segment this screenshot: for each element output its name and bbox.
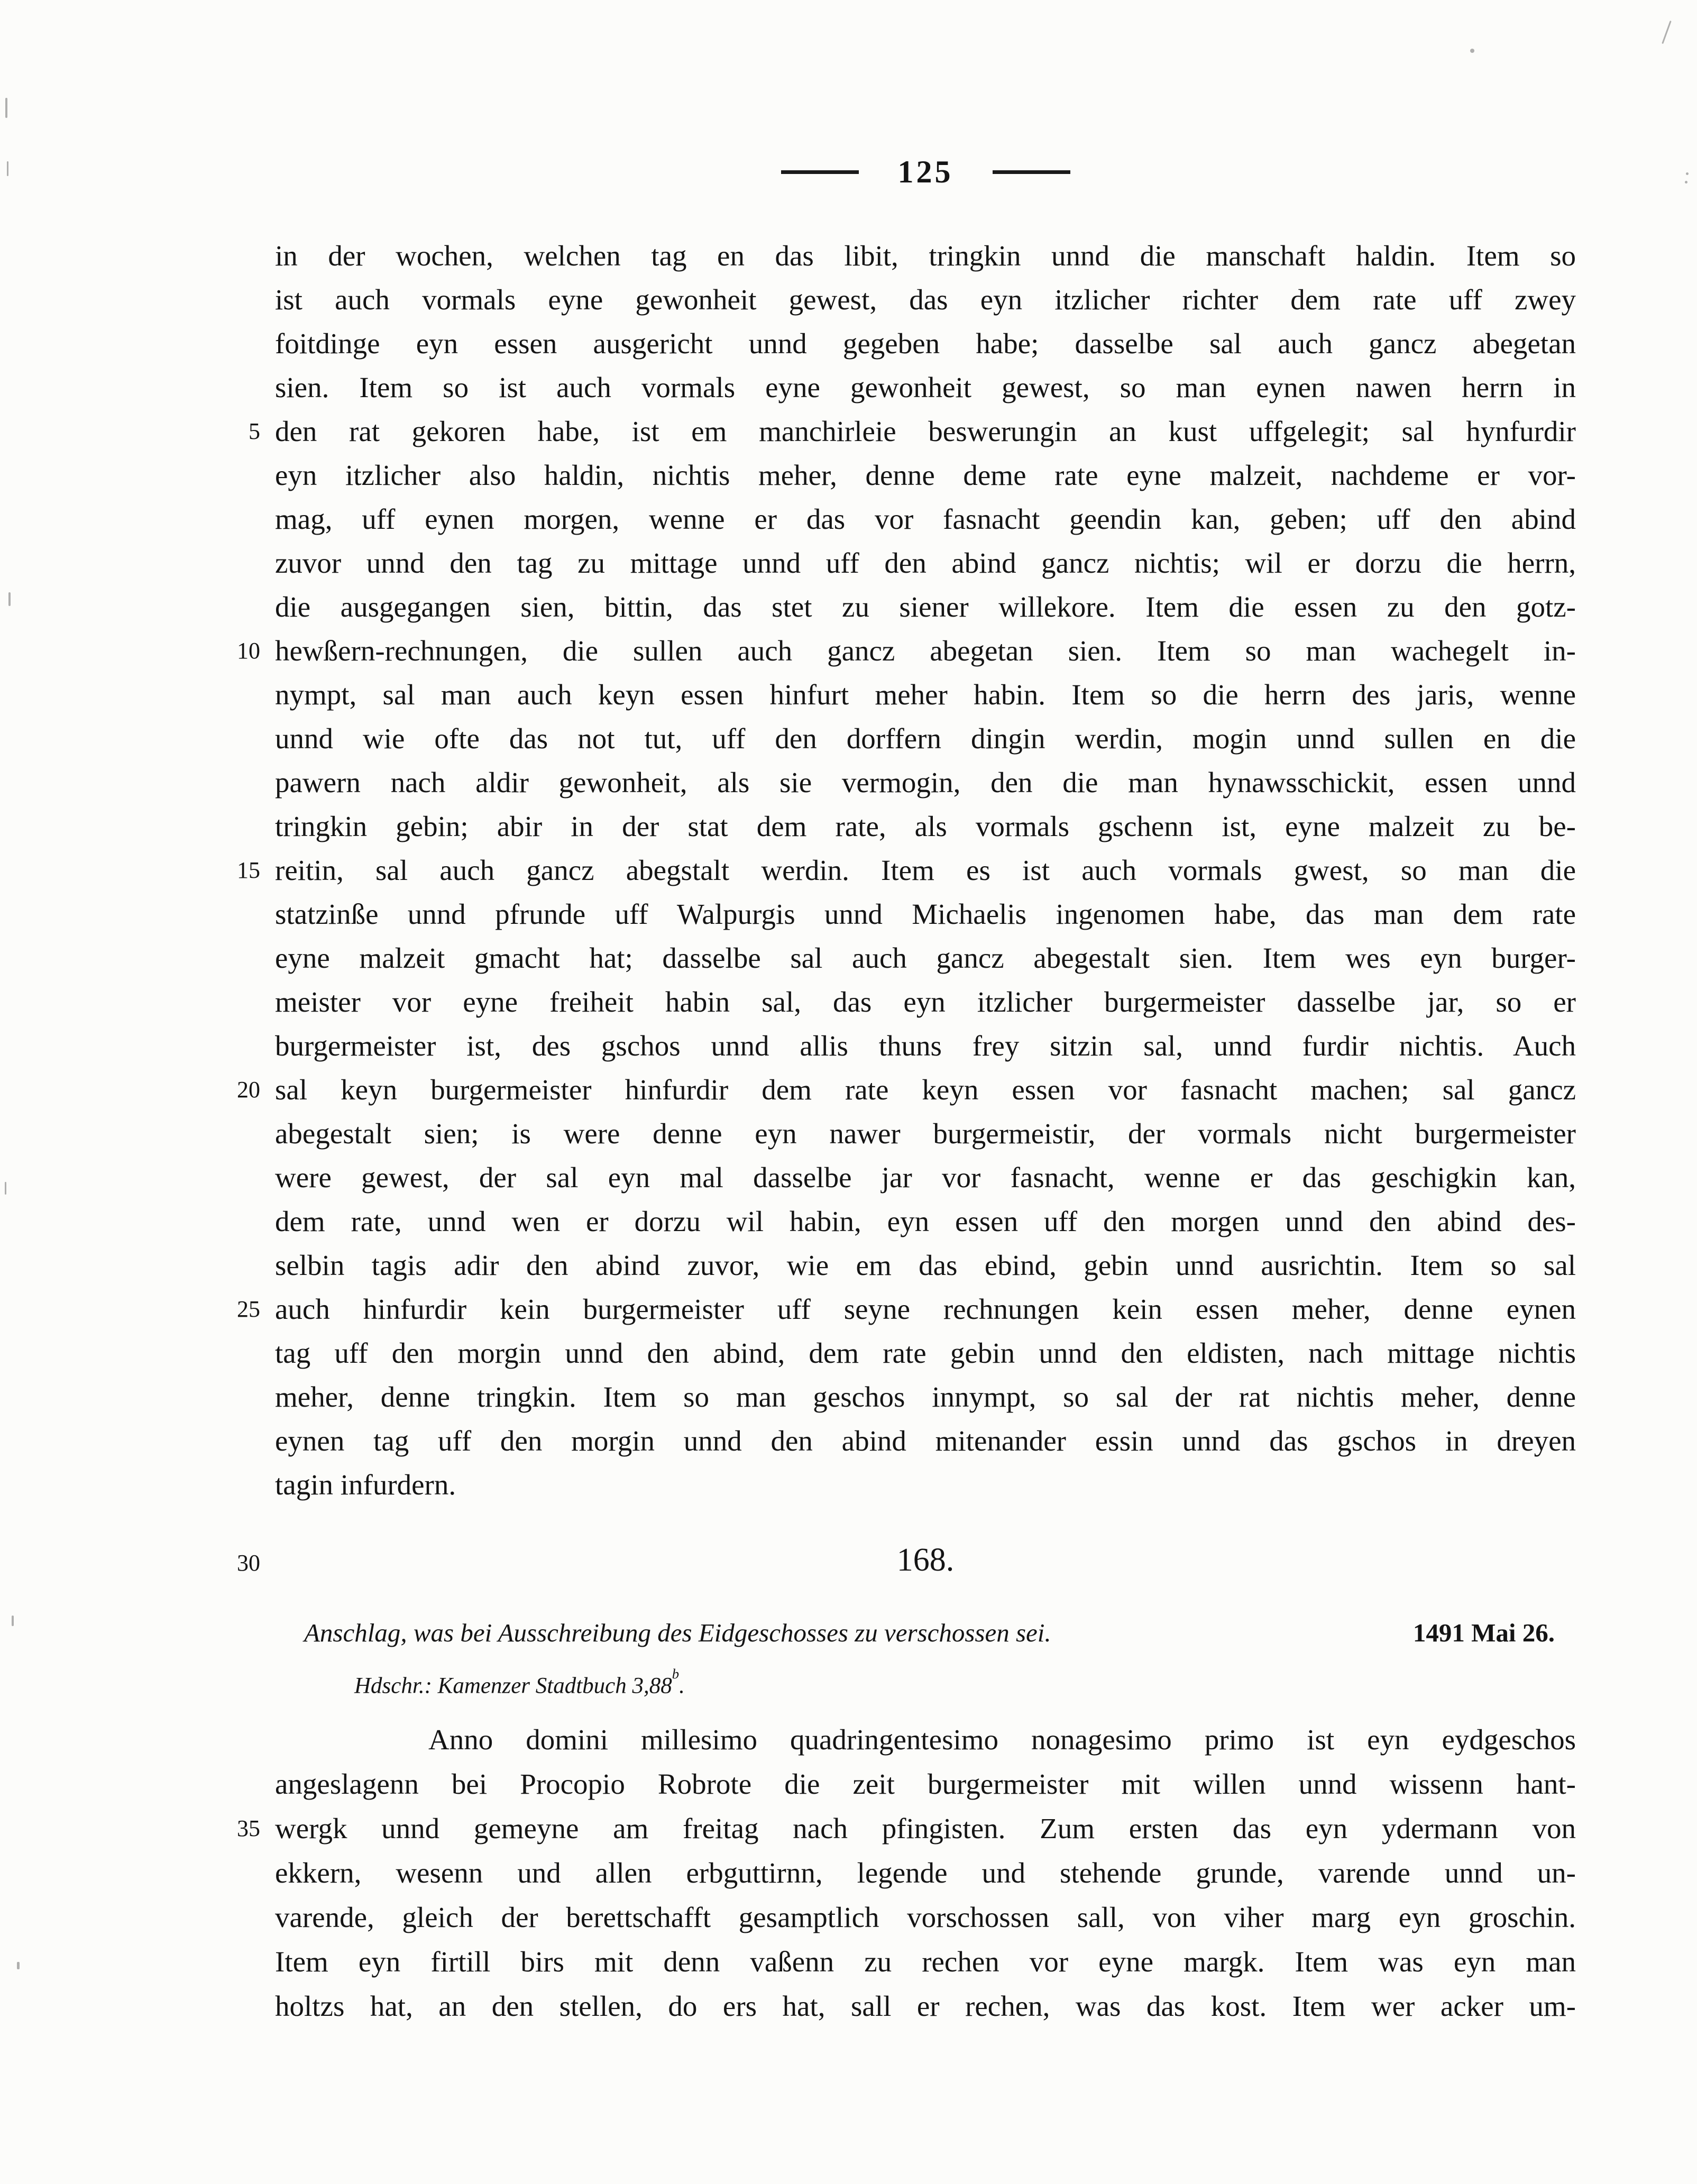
line-text: ekkern, wesenn und allen erbguttirnn, legende und stehende grunde, varende unnd un- <box>275 1857 1576 1889</box>
text-line <box>275 1718 1576 1762</box>
text-line <box>275 673 1576 717</box>
source-text-end: . <box>679 1673 685 1699</box>
line-text: tringkin gebin; abir in der stat dem rate, als vormals gschenn ist, eyne malzeit zu be- <box>275 810 1576 842</box>
text-line <box>275 717 1576 760</box>
line-text: ist auch vormals eyne gewonheit gewest, das eyn itzlicher richter dem rate uff zwey <box>275 283 1576 316</box>
text-line <box>275 980 1576 1024</box>
text-line <box>237 1068 1576 1112</box>
line-text: auch hinfurdir kein burgermeister uff seyne rechnungen kein essen meher, denne eynen <box>275 1293 1576 1325</box>
line-text: unnd wie ofte das not tut, uff den dorffern dingin werdin, mogin unnd sullen en die <box>275 722 1576 755</box>
entry-title: Anschlag, was bei Ausschreibung des Eidgeschosses zu verschossen sei. <box>304 1618 1051 1647</box>
line-text: tagin infurdern. <box>275 1469 456 1501</box>
margin-line-number: 30 <box>237 1550 260 1576</box>
entry-date: 1491 Mai 26. <box>1412 1618 1555 1647</box>
text-line <box>275 1331 1576 1375</box>
text-line <box>275 234 1576 278</box>
line-text: reitin, sal auch gancz abegstalt werdin. Item es ist auch vormals gwest, so man die <box>275 854 1576 886</box>
scan-speck <box>1686 172 1689 175</box>
line-text: foitdinge eyn essen ausgericht unnd gegeben habe; dasselbe sal auch gancz abegetan <box>275 327 1576 360</box>
text-line <box>275 1155 1576 1199</box>
line-text: mag, uff eynen morgen, wenne er das vor fasnacht geendin kan, geben; uff den abind <box>275 503 1576 535</box>
margin-line-number: 35 <box>237 1815 260 1841</box>
line-text: were gewest, der sal eyn mal dasselbe jar vor fasnacht, wenne er das geschigkin kan, <box>275 1161 1576 1194</box>
line-text: zuvor unnd den tag zu mittage unnd uff den abind gancz nichtis; wil er dorzu die herrn, <box>275 547 1576 579</box>
line-text: meher, denne tringkin. Item so man geschos innympt, so sal der rat nichtis meher, denne <box>275 1381 1576 1413</box>
entry-168-title-row <box>275 1612 1576 1654</box>
line-text: selbin tagis adir den abind zuvor, wie em das ebind, gebin unnd ausrichtin. Item so sal <box>275 1249 1576 1281</box>
line-text: statzinße unnd pfrunde uff Walpurgis unnd Michaelis ingenomen habe, das man dem rate <box>275 898 1576 930</box>
scan-speck <box>7 161 8 176</box>
line-text: burgermeister ist, des gschos unnd allis thuns frey sitzin sal, unnd furdir nichtis. Auch <box>275 1030 1576 1062</box>
margin-line-number: 15 <box>237 857 260 883</box>
text-line <box>275 1419 1576 1463</box>
margin-line-number: 20 <box>237 1077 260 1103</box>
source-folio-superscript: b <box>672 1666 680 1682</box>
scan-speck <box>1685 181 1687 183</box>
text-line <box>275 1243 1576 1287</box>
text-line <box>275 1375 1576 1419</box>
line-text: dem rate, unnd wen er dorzu wil habin, eyn essen uff den morgen unnd den abind des- <box>275 1205 1576 1237</box>
text-line <box>275 892 1576 936</box>
line-text: sien. Item so ist auch vormals eyne gewonheit gewest, so man eynen nawen herrn in <box>275 371 1576 403</box>
text-line <box>275 760 1576 804</box>
margin-line-number: 5 <box>249 418 260 444</box>
text-line <box>275 365 1576 409</box>
margin-line-number: 10 <box>237 638 260 664</box>
scan-speck <box>1470 49 1474 53</box>
text-line <box>249 409 1576 453</box>
text-line <box>275 1895 1576 1940</box>
text-line <box>237 1287 1576 1331</box>
page-number-row <box>275 152 1576 191</box>
line-text: den rat gekoren habe, ist em manchirleie beswerungin an kust uffgelegit; sal hynfurdir <box>275 415 1576 447</box>
text-line <box>237 629 1576 673</box>
line-text: eynen tag uff den morgin unnd den abind mitenander essin unnd das gschos in dreyen <box>275 1425 1576 1457</box>
text-line <box>275 1851 1576 1895</box>
line-text: angeslagenn bei Procopio Robrote die zeit burgermeister mit willen unnd wissenn hant- <box>275 1768 1576 1800</box>
entry-number-heading: 168. <box>896 1542 955 1578</box>
text-line <box>275 1984 1576 2029</box>
line-text: meister vor eyne freiheit habin sal, das eyn itzlicher burgermeister dasselbe jar, so er <box>275 986 1576 1018</box>
source-text: Hdschr.: Kamenzer Stadtbuch 3,88 <box>354 1673 672 1699</box>
line-text: die ausgegangen sien, bittin, das stet zu siener willekore. Item die essen zu den gotz- <box>275 591 1576 623</box>
text-line <box>275 936 1576 980</box>
line-text: abegestalt sien; is were denne eyn nawer burgermeistir, der vormals nicht burgermeister <box>275 1117 1576 1150</box>
scan-speck <box>1662 21 1672 44</box>
line-text: wergk unnd gemeyne am freitag nach pfingisten. Zum ersten das eyn ydermann von <box>275 1812 1576 1845</box>
line-text: eyn itzlicher also haldin, nichtis meher, denne deme rate eyne malzeit, nachdeme er vor- <box>275 459 1576 491</box>
line-text: nympt, sal man auch keyn essen hinfurt meher habin. Item so die herrn des jaris, wenne <box>275 678 1576 711</box>
line-text: Anno domini millesimo quadringentesimo nonagesimo primo ist eyn eydgeschos <box>428 1723 1576 1756</box>
text-line <box>275 497 1576 541</box>
text-line <box>275 1940 1576 1984</box>
text-line <box>237 848 1576 892</box>
text-line <box>275 278 1576 322</box>
text-line <box>275 1463 1576 1507</box>
scan-speck <box>5 98 7 118</box>
text-line <box>275 804 1576 848</box>
scan-speck <box>17 1962 20 1969</box>
entry-168-paragraph <box>237 1718 1576 2029</box>
page-number: 125 <box>897 154 953 189</box>
text-line <box>275 541 1576 585</box>
scan-speck <box>12 1616 14 1626</box>
scan-speck <box>8 592 11 606</box>
text-line <box>275 1762 1576 1806</box>
scan-speck <box>5 1182 6 1195</box>
entry-source-line <box>275 1662 1576 1704</box>
line-text: varende, gleich der berettschafft gesamptlich vorschossen sall, von viher marg eyn groschin. <box>275 1901 1576 1933</box>
text-line <box>237 1806 1576 1851</box>
line-text: in der wochen, welchen tag en das libit, tringkin unnd die manschaft haldin. Item so <box>275 240 1576 272</box>
text-line <box>275 1112 1576 1155</box>
text-line <box>275 1199 1576 1243</box>
line-text: eyne malzeit gmacht hat; dasselbe sal auch gancz abegestalt sien. Item wes eyn burger- <box>275 942 1576 974</box>
page-number-left-rule <box>781 170 859 174</box>
entry-167-paragraph <box>237 234 1576 1507</box>
line-text: pawern nach aldir gewonheit, als sie vermogin, den die man hynawsschickit, essen unnd <box>275 766 1576 799</box>
entry-168-heading-row <box>237 1538 1576 1582</box>
line-text: holtzs hat, an den stellen, do ers hat, sall er rechen, was das kost. Item wer acker um- <box>275 1990 1576 2022</box>
text-line <box>275 1024 1576 1068</box>
line-text: hewßern-rechnungen, die sullen auch gancz abegetan sien. Item so man wachegelt in- <box>275 635 1576 667</box>
line-text: tag uff den morgin unnd den abind, dem rate gebin unnd den eldisten, nach mittage nichtis <box>275 1337 1576 1369</box>
page-number-right-rule <box>993 170 1070 174</box>
line-text: sal keyn burgermeister hinfurdir dem rate keyn essen vor fasnacht machen; sal gancz <box>275 1073 1576 1106</box>
text-line <box>275 453 1576 497</box>
text-line <box>275 322 1576 365</box>
margin-line-number: 25 <box>237 1296 260 1322</box>
line-text: Item eyn firtill birs mit denn vaßenn zu rechen vor eyne margk. Item was eyn man <box>275 1946 1576 1978</box>
text-line <box>275 585 1576 629</box>
